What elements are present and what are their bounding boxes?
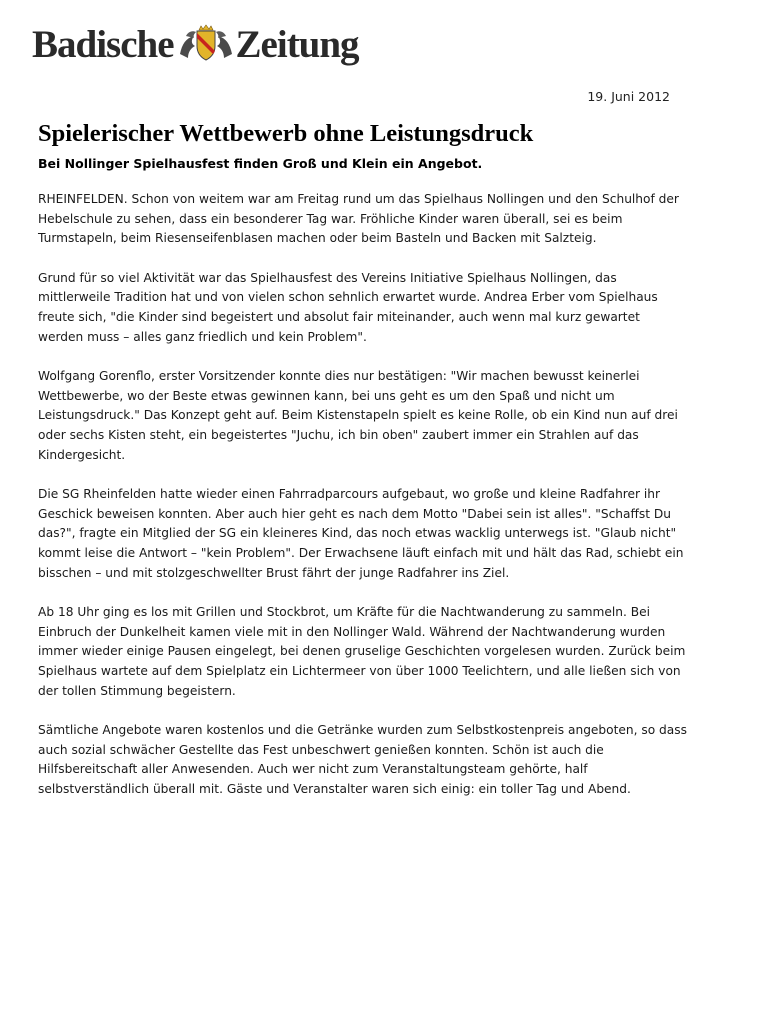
masthead-name-right: Zeitung	[235, 22, 359, 66]
masthead-logo	[32, 20, 359, 68]
article-paragraph: Die SG Rheinfelden hatte wieder einen Fahrradparcours aufgebaut, wo große und kleine Radfahrer ihr Geschick beweisen konnten. Aber auch hier geht es nach dem Motto "Dabei sein ist alles". "Schaffst Du das?", fragte ein Mitglied der SG ein kleineres Kind, das noch etwas wacklig unterwegs ist. "Glaub nicht" kommt leise die Antwort – "kein Problem". Der Erwachsene läuft einfach mit und hält das Rad, schiebt ein bisschen – und mit stolzgeschwellter Brust fährt der junge Radfahrer ins Ziel.	[38, 486, 684, 580]
article-date: 19. Juni 2012	[587, 89, 670, 104]
article-subheadline: Bei Nollinger Spielhausfest finden Groß und Klein ein Angebot.	[38, 156, 483, 171]
article-body	[38, 190, 688, 819]
article-paragraph: Grund für so viel Aktivität war das Spielhausfest des Vereins Initiative Spielhaus Nollingen, das mittlerweile Tradition hat und von vielen schon sehnlich erwartet wurde. Andrea Erber vom Spielhaus freute sich, "die Kinder sind begeistert und absolut fair miteinander, auch wenn mal kurz gewartet werden muss – alles ganz friedlich und kein Problem".	[38, 270, 658, 344]
article-paragraph: Wolfgang Gorenflo, erster Vorsitzender konnte dies nur bestätigen: "Wir machen bewusst keinerlei Wettbewerbe, wo der Beste etwas gewinnen kann, bei uns geht es um den Spaß und nicht um Leistungsdruck." Das Konzept geht auf. Beim Kistenstapeln spielt es keine Rolle, ob ein Kind nun auf drei oder sechs Kisten steht, ein begeistertes "Juchu, ich bin oben" zaubert immer ein Strahlen auf das Kindergesicht.	[38, 368, 678, 462]
masthead-name-left: Badische	[32, 22, 174, 66]
article-paragraph: Ab 18 Uhr ging es los mit Grillen und Stockbrot, um Kräfte für die Nachtwanderung zu sammeln. Bei Einbruch der Dunkelheit kamen viele mit in den Nollinger Wald. Während der Nachtwanderung wurden immer wieder einige Pausen eingelegt, bei denen gruselige Geschichten vorgelesen wurden. Zurück beim Spielhaus wartete auf dem Spielplatz ein Lichtermeer von über 1000 Teelichtern, und alle ließen sich von der tollen Stimmung begeistern.	[38, 604, 686, 698]
coat-of-arms-icon	[176, 24, 236, 64]
article-paragraph: RHEINFELDEN. Schon von weitem war am Freitag rund um das Spielhaus Nollingen und den Schulhof der Hebelschule zu sehen, dass ein besonderer Tag war. Fröhliche Kinder waren überall, sei es beim Turmstapeln, beim Riesenseifenblasen machen oder beim Basteln und Backen mit Salzteig.	[38, 192, 679, 246]
article-headline: Spielerischer Wettbewerb ohne Leistungsdruck	[38, 120, 534, 147]
article-paragraph: Sämtliche Angebote waren kostenlos und die Getränke wurden zum Selbstkostenpreis angeboten, so dass auch sozial schwächer Gestellte das Fest unbeschwert genießen konnten. Schön ist auch die Hilfsbereitschaft aller Anwesenden. Auch wer nicht zum Veranstaltungsteam gehörte, half selbstverständlich überall mit. Gäste und Veranstalter waren sich einig: ein toller Tag und Abend.	[38, 722, 687, 797]
